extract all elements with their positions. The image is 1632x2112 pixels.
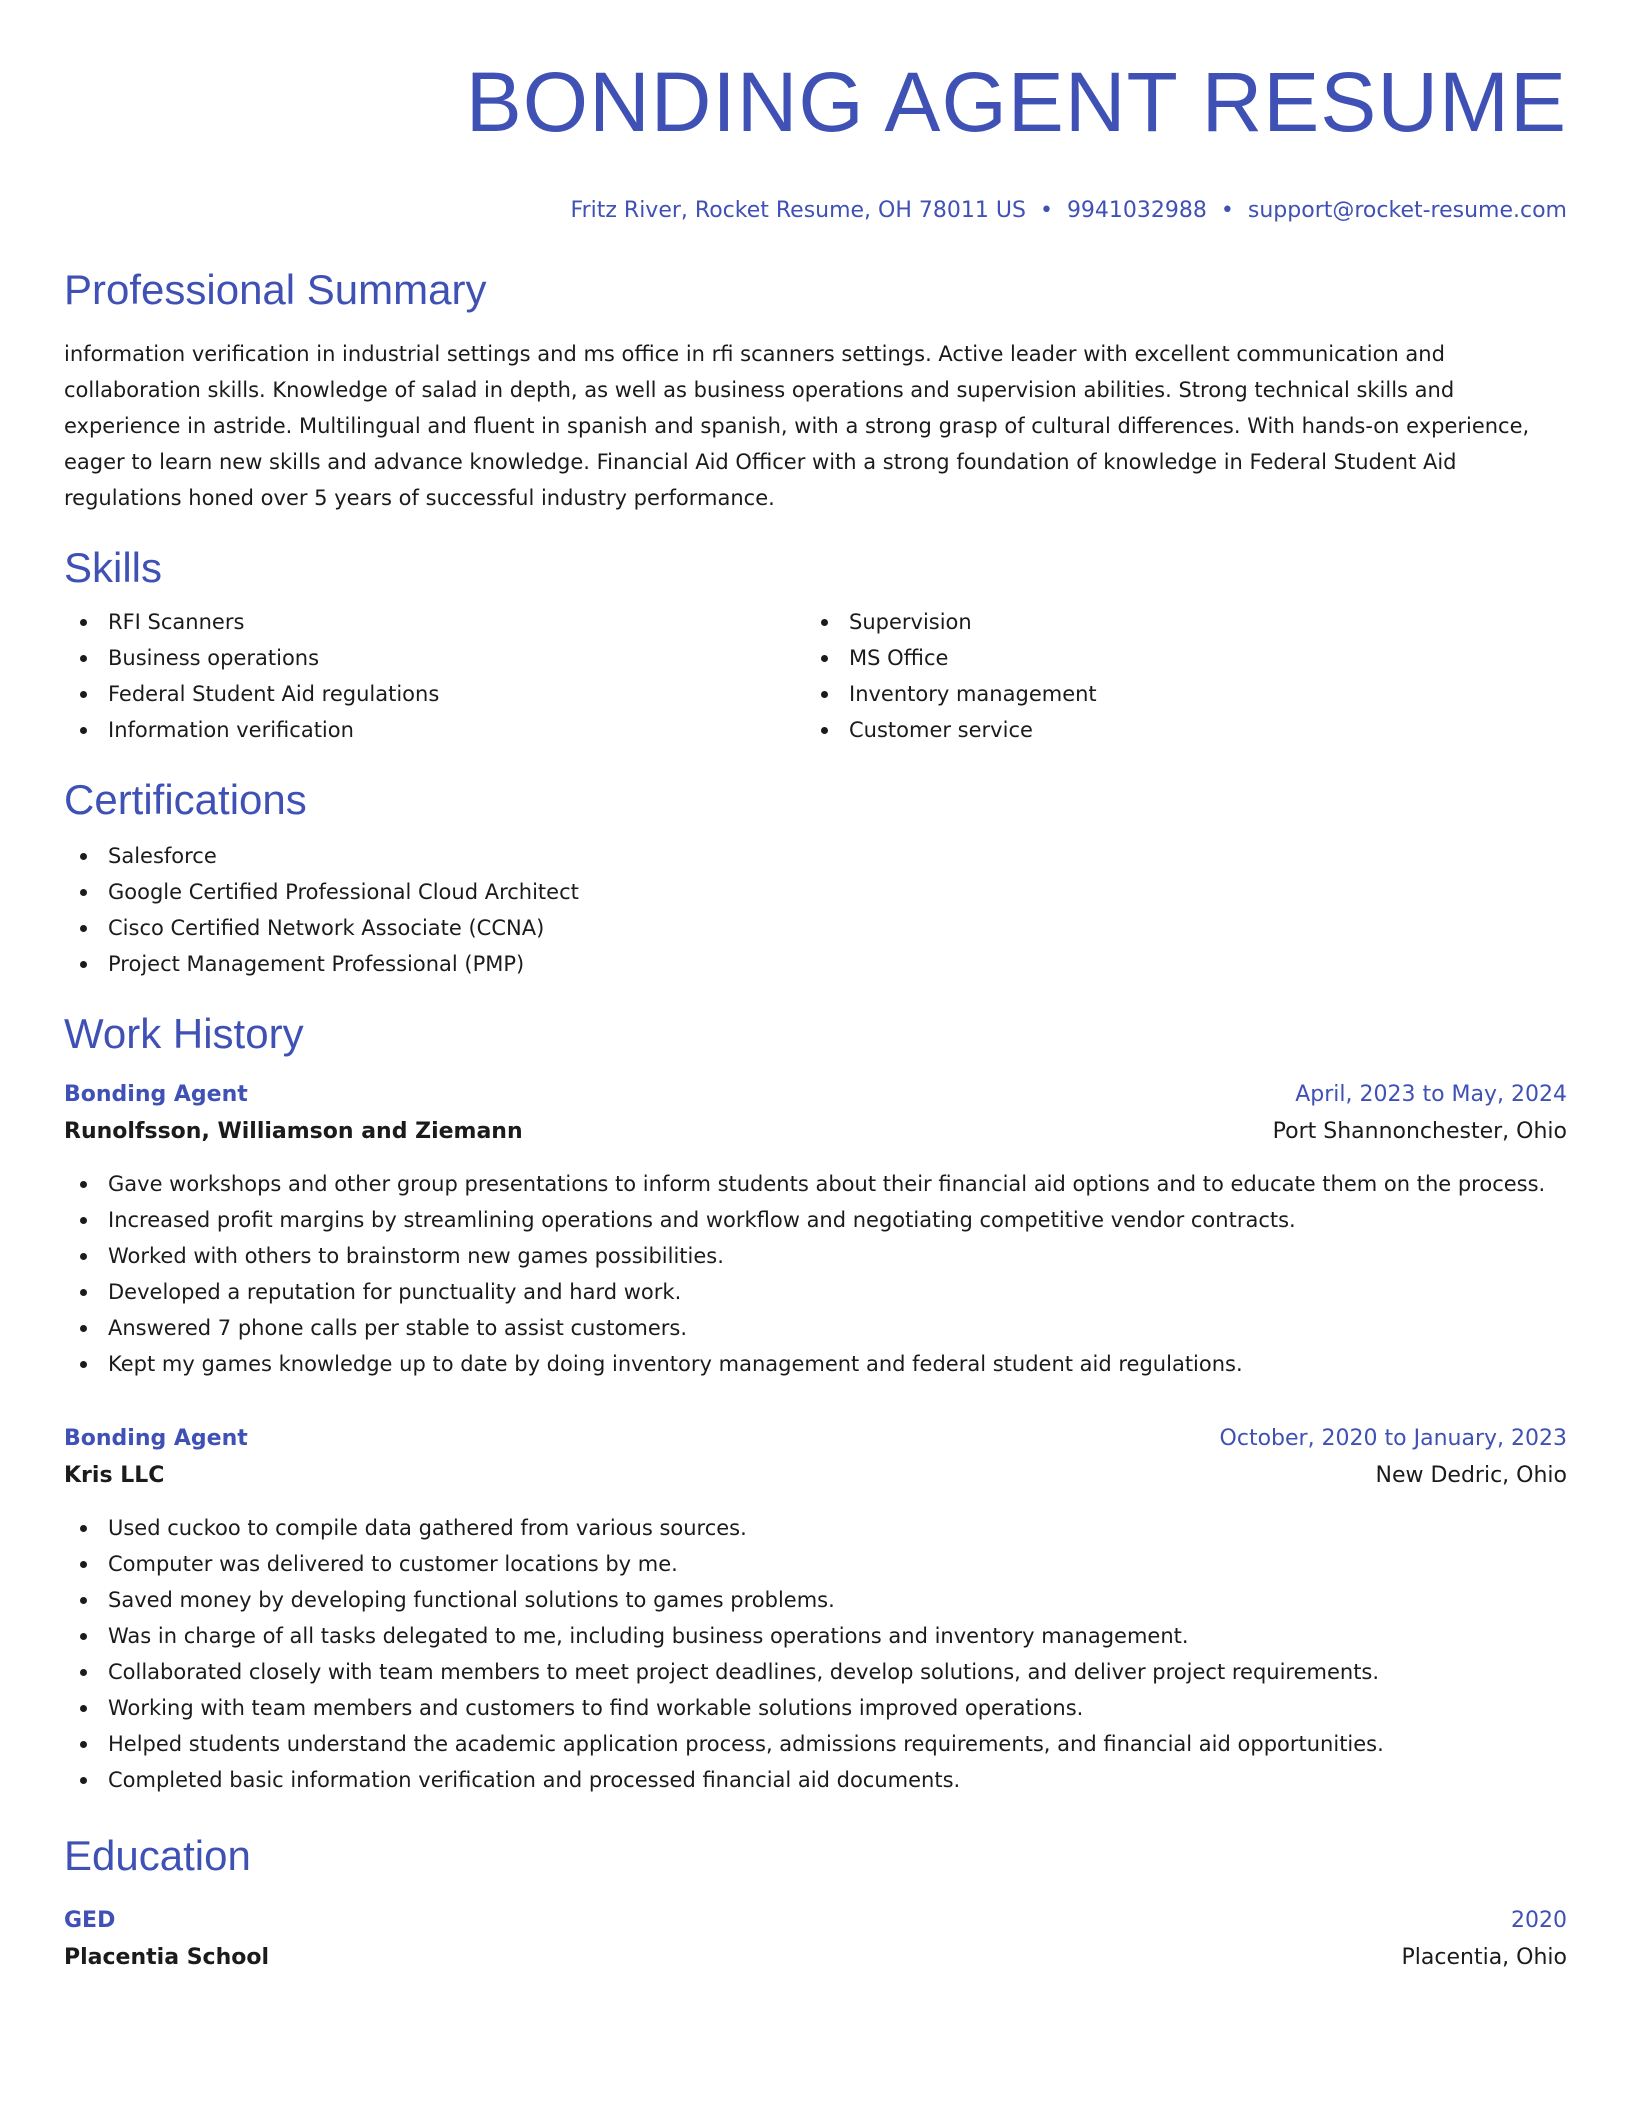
education-heading: Education — [64, 1832, 251, 1879]
education-school-row — [64, 1938, 1567, 1978]
education-entry — [64, 1904, 1567, 1978]
education-section — [64, 1830, 1567, 1978]
contact-separator: • — [1220, 198, 1234, 223]
job-company: Runolfsson, Williamson and Ziemann — [64, 1119, 523, 1144]
job-bullets — [64, 1166, 1567, 1382]
certification-item: Salesforce — [64, 838, 1567, 874]
job-bullet: Gave workshops and other group presentations to inform students about their financial aid options and to educate them on the process. — [64, 1166, 1567, 1202]
contact-phone: 9941032988 — [1066, 198, 1207, 223]
education-degree-row — [64, 1904, 1567, 1938]
skill-item: RFI Scanners — [64, 604, 805, 640]
contact-address: Fritz River, Rocket Resume, OH 78011 US — [570, 198, 1026, 223]
summary-text: information verification in industrial settings and ms office in rfi scanners settings. Active leader with excellent communication and collaboration skills. Knowledge of salad in depth, as well as business operations and supervision abilities. Strong technical skills and experience in astride. Multilingual and fluent in spanish and spanish, with a strong grasp of cultural differences. With hands-on experience, eager to learn new skills and advance knowledge. Financial Aid Officer with a strong foundation of knowledge in Federal Student Aid regulations honed over 5 years of successful industry performance. — [64, 342, 1530, 510]
job-dates: October, 2020 to January, 2023 — [1219, 1426, 1567, 1451]
job-bullet: Was in charge of all tasks delegated to me, including business operations and inventory management. — [64, 1618, 1567, 1654]
skills-grid — [64, 604, 1567, 748]
resume-page — [64, 50, 1567, 1978]
education-degree: GED — [64, 1908, 116, 1933]
job-bullet: Developed a reputation for punctuality and hard work. — [64, 1274, 1567, 1310]
job-bullet: Kept my games knowledge up to date by doing inventory management and federal student aid regulations. — [64, 1346, 1567, 1382]
job-company: Kris LLC — [64, 1463, 165, 1488]
job-bullet: Completed basic information verification and processed financial aid documents. — [64, 1762, 1567, 1798]
certification-item: Google Certified Professional Cloud Architect — [64, 874, 1567, 910]
skill-item: Supervision — [805, 604, 1546, 640]
skill-item: Inventory management — [805, 676, 1546, 712]
job-bullet: Saved money by developing functional solutions to games problems. — [64, 1582, 1567, 1618]
skills-column-left — [64, 604, 805, 748]
job-bullet: Used cuckoo to compile data gathered from various sources. — [64, 1510, 1567, 1546]
job-company-row — [64, 1112, 1567, 1152]
job-company-row — [64, 1456, 1567, 1496]
resume-header — [64, 50, 1567, 226]
certifications-section — [64, 774, 1567, 982]
job-bullets — [64, 1510, 1567, 1798]
skill-item: Customer service — [805, 712, 1546, 748]
certification-item: Cisco Certified Network Associate (CCNA) — [64, 910, 1567, 946]
contact-separator: • — [1039, 198, 1053, 223]
job-bullet: Working with team members and customers to find workable solutions improved operations. — [64, 1690, 1567, 1726]
certifications-heading: Certifications — [64, 776, 307, 823]
contact-email: support@rocket-resume.com — [1247, 198, 1567, 223]
job-entry — [64, 1078, 1567, 1382]
education-location: Placentia, Ohio — [1401, 1945, 1567, 1970]
education-school: Placentia School — [64, 1945, 270, 1970]
contact-line — [64, 196, 1567, 226]
job-title: Bonding Agent — [64, 1426, 248, 1451]
education-year: 2020 — [1511, 1908, 1567, 1933]
job-entry — [64, 1422, 1567, 1798]
job-title-row — [64, 1422, 1567, 1456]
job-bullet: Helped students understand the academic application process, admissions requirements, and financial aid opportunities. — [64, 1726, 1567, 1762]
skills-heading: Skills — [64, 544, 163, 591]
job-bullet: Increased profit margins by streamlining operations and workflow and negotiating competitive vendor contracts. — [64, 1202, 1567, 1238]
skill-item: Information verification — [64, 712, 805, 748]
skill-item: Federal Student Aid regulations — [64, 676, 805, 712]
resume-title: BONDING AGENT RESUME — [465, 55, 1567, 149]
job-title: Bonding Agent — [64, 1082, 248, 1107]
summary-heading: Professional Summary — [64, 266, 487, 313]
job-dates: April, 2023 to May, 2024 — [1295, 1082, 1567, 1107]
skills-section — [64, 542, 1567, 748]
job-bullet: Collaborated closely with team members to meet project deadlines, develop solutions, and deliver project requirements. — [64, 1654, 1567, 1690]
job-location: New Dedric, Ohio — [1375, 1463, 1567, 1488]
skill-item: Business operations — [64, 640, 805, 676]
work-history-section — [64, 1008, 1567, 1798]
job-title-row — [64, 1078, 1567, 1112]
job-location: Port Shannonchester, Ohio — [1272, 1119, 1567, 1144]
summary-section — [64, 264, 1567, 516]
work-history-heading: Work History — [64, 1010, 304, 1057]
job-bullet: Worked with others to brainstorm new games possibilities. — [64, 1238, 1567, 1274]
skill-item: MS Office — [805, 640, 1546, 676]
certifications-list — [64, 838, 1567, 982]
skills-column-right — [805, 604, 1546, 748]
job-bullet: Computer was delivered to customer locations by me. — [64, 1546, 1567, 1582]
job-bullet: Answered 7 phone calls per stable to assist customers. — [64, 1310, 1567, 1346]
certification-item: Project Management Professional (PMP) — [64, 946, 1567, 982]
